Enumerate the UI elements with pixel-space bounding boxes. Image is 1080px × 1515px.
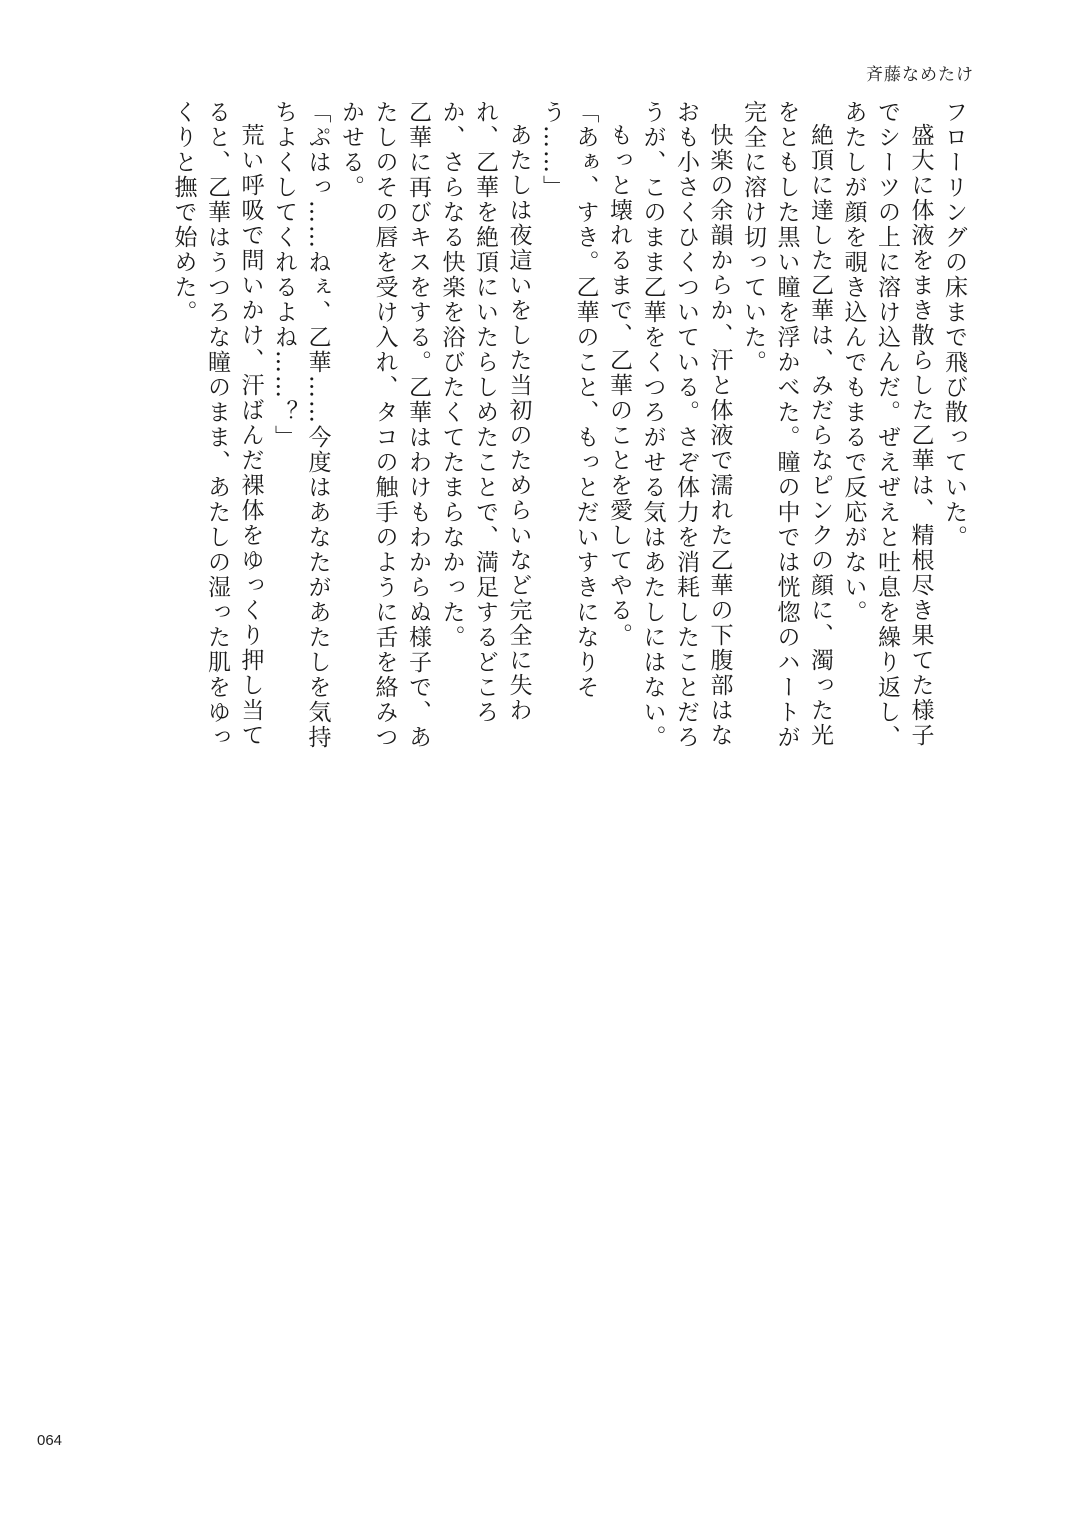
paragraph: 快楽の余韻からか、汗と体液で濡れた乙華の下腹部はなおも小さくひくついている。さぞ体力を消耗したことだろうが、このまま乙華をくつろがせる気はあたしにはない。: [639, 100, 733, 750]
paragraph: もっと壊れるまで、乙華のことを愛してやる。: [606, 123, 632, 648]
page-number: 064: [37, 1432, 63, 1449]
paragraph: あたしは夜這いをした当初のためらいなど完全に失われ、乙華を絶頂にいたらしめたことで、満足するどころか、さらなる快楽を浴びたくてたまらなかった。: [438, 100, 532, 725]
paragraph: 絶頂に達した乙華は、みだらなピンクの顔に、濁った光をともした黒い瞳を浮かべた。瞳の中では恍惚のハートが完全に溶け切っていた。: [740, 100, 833, 750]
paragraph: 乙華に再びキスをする。乙華はわけもわからぬ様子で、あたしのその唇を受け入れ、タコの触手のように舌を絡みつかせる。: [338, 100, 431, 750]
paragraph: 「あぁ、すき。乙華のこと、もっとだいすきになりそう……」: [539, 100, 599, 700]
paragraph: フローリングの床まで飛び散っていた。: [941, 100, 967, 550]
paragraph: 盛大に体液をまき散らした乙華は、精根尽き果てた様子でシーツの上に溶け込んだ。ぜえぜえと吐息を繰り返し、あたしが顔を覗き込んでもまるで反応がない。: [840, 100, 934, 750]
paragraph: 「ぷはっ……ねぇ、乙華……今度はあなたがあたしを気持ちよくしてくれるよね……？」: [271, 100, 331, 750]
author-name: 斉藤なめたけ: [866, 65, 974, 85]
vertical-body-text: [170, 100, 970, 760]
paragraph: 荒い呼吸で問いかけ、汗ばんだ裸体をゆっくり押し当てると、乙華はうつろな瞳のまま、あたしの湿った肌をゆっくりと撫で始めた。: [170, 100, 264, 750]
